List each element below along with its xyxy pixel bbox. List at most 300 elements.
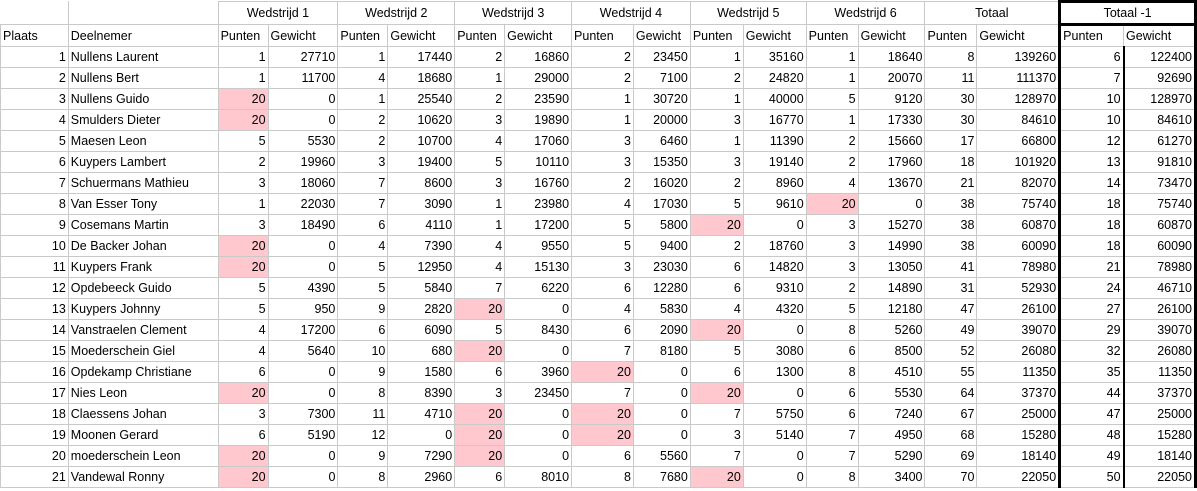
cell-gewicht[interactable]: 14890 <box>858 278 925 299</box>
cell-gewicht[interactable]: 25540 <box>388 89 455 110</box>
group-header-totaal[interactable]: Totaal <box>925 2 1060 25</box>
cell-totaal-min1-punten[interactable]: 21 <box>1060 257 1124 278</box>
cell-punten[interactable]: 20 <box>455 341 505 362</box>
cell-totaal-gewicht[interactable]: 66800 <box>977 131 1060 152</box>
cell-plaats[interactable]: 9 <box>1 215 69 236</box>
cell-gewicht[interactable]: 8180 <box>633 341 690 362</box>
column-header-punten[interactable]: Punten <box>925 25 977 47</box>
cell-totaal-punten[interactable]: 31 <box>925 278 977 299</box>
cell-totaal-gewicht[interactable]: 60870 <box>977 215 1060 236</box>
cell-plaats[interactable]: 10 <box>1 236 69 257</box>
cell-gewicht[interactable]: 40000 <box>743 89 806 110</box>
cell-gewicht[interactable]: 15130 <box>505 257 572 278</box>
cell-punten[interactable]: 9 <box>338 446 388 467</box>
cell-totaal-gewicht[interactable]: 78980 <box>977 257 1060 278</box>
cell-punten[interactable]: 20 <box>218 110 268 131</box>
cell-totaal-min1-gewicht[interactable]: 15280 <box>1124 425 1196 446</box>
cell-gewicht[interactable]: 7680 <box>633 467 690 488</box>
cell-deelnemer[interactable]: Kuypers Johnny <box>68 299 218 320</box>
column-header-punten[interactable]: Punten <box>455 25 505 47</box>
cell-gewicht[interactable]: 11390 <box>743 131 806 152</box>
cell-deelnemer[interactable]: Moederschein Giel <box>68 341 218 362</box>
cell-punten[interactable]: 12 <box>338 425 388 446</box>
group-header-wedstrijd-5[interactable]: Wedstrijd 5 <box>690 2 806 25</box>
cell-deelnemer[interactable]: Opdekamp Christiane <box>68 362 218 383</box>
cell-gewicht[interactable]: 8010 <box>505 467 572 488</box>
cell-gewicht[interactable]: 0 <box>268 446 338 467</box>
cell-gewicht[interactable]: 9310 <box>743 278 806 299</box>
cell-gewicht[interactable]: 12180 <box>858 299 925 320</box>
cell-totaal-min1-punten[interactable]: 35 <box>1060 362 1124 383</box>
column-header-punten[interactable]: Punten <box>338 25 388 47</box>
cell-punten[interactable]: 2 <box>455 47 505 68</box>
cell-gewicht[interactable]: 24820 <box>743 68 806 89</box>
cell-punten[interactable]: 8 <box>338 467 388 488</box>
cell-gewicht[interactable]: 19400 <box>388 152 455 173</box>
cell-gewicht[interactable]: 0 <box>633 425 690 446</box>
cell-gewicht[interactable]: 7290 <box>388 446 455 467</box>
column-header-gewicht[interactable]: Gewicht <box>858 25 925 47</box>
cell-gewicht[interactable]: 3080 <box>743 341 806 362</box>
cell-punten[interactable]: 6 <box>806 341 858 362</box>
cell-punten[interactable]: 4 <box>338 68 388 89</box>
cell-punten[interactable]: 7 <box>690 446 743 467</box>
group-header-wedstrijd-4[interactable]: Wedstrijd 4 <box>572 2 691 25</box>
cell-punten[interactable]: 8 <box>572 467 634 488</box>
column-header-punten[interactable]: Punten <box>806 25 858 47</box>
cell-totaal-gewicht[interactable]: 25000 <box>977 404 1060 425</box>
cell-punten[interactable]: 5 <box>572 215 634 236</box>
cell-gewicht[interactable]: 0 <box>633 362 690 383</box>
cell-punten[interactable]: 8 <box>806 467 858 488</box>
cell-totaal-min1-gewicht[interactable]: 75740 <box>1124 194 1196 215</box>
cell-totaal-gewicht[interactable]: 75740 <box>977 194 1060 215</box>
cell-gewicht[interactable]: 0 <box>505 404 572 425</box>
cell-punten[interactable]: 2 <box>572 47 634 68</box>
cell-punten[interactable]: 4 <box>218 320 268 341</box>
cell-punten[interactable]: 2 <box>218 152 268 173</box>
cell-punten[interactable]: 20 <box>455 299 505 320</box>
cell-totaal-min1-gewicht[interactable]: 18140 <box>1124 446 1196 467</box>
cell-totaal-min1-gewicht[interactable]: 91810 <box>1124 152 1196 173</box>
cell-gewicht[interactable]: 0 <box>505 299 572 320</box>
cell-gewicht[interactable]: 0 <box>743 320 806 341</box>
cell-totaal-punten[interactable]: 21 <box>925 173 977 194</box>
column-header-punten[interactable]: Punten <box>218 25 268 47</box>
cell-gewicht[interactable]: 18060 <box>268 173 338 194</box>
cell-gewicht[interactable]: 5260 <box>858 320 925 341</box>
cell-gewicht[interactable]: 2960 <box>388 467 455 488</box>
cell-punten[interactable]: 20 <box>218 257 268 278</box>
cell-totaal-gewicht[interactable]: 39070 <box>977 320 1060 341</box>
cell-punten[interactable]: 1 <box>690 89 743 110</box>
cell-gewicht[interactable]: 0 <box>388 425 455 446</box>
cell-plaats[interactable]: 6 <box>1 152 69 173</box>
cell-punten[interactable]: 20 <box>455 404 505 425</box>
cell-punten[interactable]: 3 <box>806 236 858 257</box>
cell-gewicht[interactable]: 0 <box>268 236 338 257</box>
cell-gewicht[interactable]: 17060 <box>505 131 572 152</box>
cell-punten[interactable]: 5 <box>218 299 268 320</box>
group-header-wedstrijd-3[interactable]: Wedstrijd 3 <box>455 2 572 25</box>
cell-gewicht[interactable]: 16860 <box>505 47 572 68</box>
cell-gewicht[interactable]: 23030 <box>633 257 690 278</box>
cell-punten[interactable]: 5 <box>338 278 388 299</box>
column-header-gewicht[interactable]: Gewicht <box>388 25 455 47</box>
cell-gewicht[interactable]: 0 <box>505 446 572 467</box>
cell-gewicht[interactable]: 5530 <box>858 383 925 404</box>
cell-punten[interactable]: 6 <box>572 278 634 299</box>
cell-punten[interactable]: 1 <box>690 47 743 68</box>
column-header-deelnemer[interactable]: Deelnemer <box>68 25 218 47</box>
cell-totaal-min1-punten[interactable]: 10 <box>1060 89 1124 110</box>
cell-gewicht[interactable]: 0 <box>268 383 338 404</box>
cell-punten[interactable]: 1 <box>218 68 268 89</box>
cell-totaal-gewicht[interactable]: 22050 <box>977 467 1060 488</box>
cell-gewicht[interactable]: 14820 <box>743 257 806 278</box>
cell-punten[interactable]: 1 <box>338 47 388 68</box>
cell-punten[interactable]: 20 <box>690 383 743 404</box>
cell-gewicht[interactable]: 0 <box>743 446 806 467</box>
cell-plaats[interactable]: 3 <box>1 89 69 110</box>
cell-gewicht[interactable]: 17440 <box>388 47 455 68</box>
column-header-punten[interactable]: Punten <box>1060 25 1124 47</box>
cell-punten[interactable]: 3 <box>690 425 743 446</box>
cell-gewicht[interactable]: 5530 <box>268 131 338 152</box>
cell-gewicht[interactable]: 0 <box>505 425 572 446</box>
cell-punten[interactable]: 4 <box>338 236 388 257</box>
cell-totaal-min1-gewicht[interactable]: 128970 <box>1124 89 1196 110</box>
cell-gewicht[interactable]: 2820 <box>388 299 455 320</box>
cell-totaal-min1-gewicht[interactable]: 84610 <box>1124 110 1196 131</box>
cell-gewicht[interactable]: 19140 <box>743 152 806 173</box>
cell-gewicht[interactable]: 12280 <box>633 278 690 299</box>
cell-punten[interactable]: 1 <box>572 89 634 110</box>
cell-punten[interactable]: 6 <box>806 383 858 404</box>
column-header-punten[interactable]: Punten <box>690 25 743 47</box>
cell-totaal-punten[interactable]: 11 <box>925 68 977 89</box>
cell-plaats[interactable]: 17 <box>1 383 69 404</box>
cell-punten[interactable]: 6 <box>338 215 388 236</box>
cell-gewicht[interactable]: 18760 <box>743 236 806 257</box>
cell-punten[interactable]: 2 <box>690 68 743 89</box>
cell-totaal-punten[interactable]: 30 <box>925 89 977 110</box>
cell-totaal-min1-gewicht[interactable]: 122400 <box>1124 47 1196 68</box>
cell-gewicht[interactable]: 7390 <box>388 236 455 257</box>
cell-plaats[interactable]: 11 <box>1 257 69 278</box>
cell-gewicht[interactable]: 6090 <box>388 320 455 341</box>
cell-plaats[interactable]: 16 <box>1 362 69 383</box>
cell-punten[interactable]: 7 <box>806 446 858 467</box>
cell-gewicht[interactable]: 8960 <box>743 173 806 194</box>
cell-gewicht[interactable]: 29000 <box>505 68 572 89</box>
cell-punten[interactable]: 5 <box>338 257 388 278</box>
cell-deelnemer[interactable]: De Backer Johan <box>68 236 218 257</box>
cell-totaal-min1-punten[interactable]: 10 <box>1060 110 1124 131</box>
cell-punten[interactable]: 8 <box>806 320 858 341</box>
cell-totaal-punten[interactable]: 18 <box>925 152 977 173</box>
cell-gewicht[interactable]: 680 <box>388 341 455 362</box>
cell-punten[interactable]: 1 <box>690 131 743 152</box>
cell-totaal-min1-punten[interactable]: 47 <box>1060 404 1124 425</box>
cell-deelnemer[interactable]: Kuypers Lambert <box>68 152 218 173</box>
cell-totaal-min1-punten[interactable]: 13 <box>1060 152 1124 173</box>
cell-gewicht[interactable]: 8500 <box>858 341 925 362</box>
cell-gewicht[interactable]: 7240 <box>858 404 925 425</box>
cell-plaats[interactable]: 20 <box>1 446 69 467</box>
cell-punten[interactable]: 3 <box>218 404 268 425</box>
cell-punten[interactable]: 9 <box>338 299 388 320</box>
cell-plaats[interactable]: 8 <box>1 194 69 215</box>
cell-punten[interactable]: 20 <box>455 446 505 467</box>
cell-punten[interactable]: 20 <box>218 236 268 257</box>
cell-gewicht[interactable]: 1300 <box>743 362 806 383</box>
cell-gewicht[interactable]: 9610 <box>743 194 806 215</box>
cell-gewicht[interactable]: 6220 <box>505 278 572 299</box>
group-header-wedstrijd-1[interactable]: Wedstrijd 1 <box>218 2 338 25</box>
column-header-plaats[interactable]: Plaats <box>1 25 69 47</box>
cell-punten[interactable]: 2 <box>338 131 388 152</box>
cell-punten[interactable]: 20 <box>572 362 634 383</box>
cell-punten[interactable]: 20 <box>218 89 268 110</box>
cell-punten[interactable]: 7 <box>572 383 634 404</box>
cell-plaats[interactable]: 18 <box>1 404 69 425</box>
cell-totaal-punten[interactable]: 55 <box>925 362 977 383</box>
cell-gewicht[interactable]: 15350 <box>633 152 690 173</box>
cell-punten[interactable]: 6 <box>455 362 505 383</box>
cell-totaal-punten[interactable]: 64 <box>925 383 977 404</box>
cell-punten[interactable]: 11 <box>338 404 388 425</box>
cell-punten[interactable]: 3 <box>572 257 634 278</box>
cell-gewicht[interactable]: 0 <box>633 404 690 425</box>
cell-gewicht[interactable]: 19890 <box>505 110 572 131</box>
cell-gewicht[interactable]: 18490 <box>268 215 338 236</box>
cell-punten[interactable]: 1 <box>572 110 634 131</box>
cell-gewicht[interactable]: 5290 <box>858 446 925 467</box>
cell-totaal-min1-gewicht[interactable]: 26100 <box>1124 299 1196 320</box>
cell-gewicht[interactable]: 20000 <box>633 110 690 131</box>
cell-totaal-min1-gewicht[interactable]: 37370 <box>1124 383 1196 404</box>
cell-gewicht[interactable]: 14990 <box>858 236 925 257</box>
cell-gewicht[interactable]: 4110 <box>388 215 455 236</box>
column-header-gewicht[interactable]: Gewicht <box>743 25 806 47</box>
cell-punten[interactable]: 4 <box>572 194 634 215</box>
cell-totaal-min1-gewicht[interactable]: 22050 <box>1124 467 1196 488</box>
cell-punten[interactable]: 20 <box>218 383 268 404</box>
cell-punten[interactable]: 20 <box>218 467 268 488</box>
cell-punten[interactable]: 5 <box>455 320 505 341</box>
cell-totaal-min1-punten[interactable]: 14 <box>1060 173 1124 194</box>
cell-punten[interactable]: 1 <box>218 47 268 68</box>
cell-totaal-gewicht[interactable]: 37370 <box>977 383 1060 404</box>
cell-gewicht[interactable]: 23450 <box>633 47 690 68</box>
cell-gewicht[interactable]: 2090 <box>633 320 690 341</box>
cell-punten[interactable]: 8 <box>338 383 388 404</box>
cell-totaal-min1-punten[interactable]: 12 <box>1060 131 1124 152</box>
column-header-gewicht[interactable]: Gewicht <box>505 25 572 47</box>
cell-totaal-punten[interactable]: 41 <box>925 257 977 278</box>
cell-totaal-min1-gewicht[interactable]: 92690 <box>1124 68 1196 89</box>
cell-punten[interactable]: 20 <box>806 194 858 215</box>
cell-totaal-gewicht[interactable]: 128970 <box>977 89 1060 110</box>
cell-gewicht[interactable]: 0 <box>858 194 925 215</box>
cell-plaats[interactable]: 5 <box>1 131 69 152</box>
cell-totaal-min1-punten[interactable]: 44 <box>1060 383 1124 404</box>
cell-punten[interactable]: 5 <box>690 341 743 362</box>
cell-punten[interactable]: 6 <box>690 257 743 278</box>
cell-punten[interactable]: 7 <box>690 404 743 425</box>
cell-punten[interactable]: 4 <box>690 299 743 320</box>
cell-gewicht[interactable]: 5640 <box>268 341 338 362</box>
cell-plaats[interactable]: 15 <box>1 341 69 362</box>
cell-punten[interactable]: 1 <box>455 68 505 89</box>
cell-deelnemer[interactable]: Smulders Dieter <box>68 110 218 131</box>
cell-gewicht[interactable]: 8600 <box>388 173 455 194</box>
cell-gewicht[interactable]: 18640 <box>858 47 925 68</box>
cell-gewicht[interactable]: 5560 <box>633 446 690 467</box>
cell-punten[interactable]: 3 <box>455 110 505 131</box>
column-header-gewicht[interactable]: Gewicht <box>1124 25 1196 47</box>
cell-punten[interactable]: 6 <box>572 320 634 341</box>
cell-totaal-min1-gewicht[interactable]: 60090 <box>1124 236 1196 257</box>
cell-punten[interactable]: 20 <box>690 215 743 236</box>
cell-totaal-gewicht[interactable]: 60090 <box>977 236 1060 257</box>
cell-gewicht[interactable]: 17200 <box>268 320 338 341</box>
cell-gewicht[interactable]: 15660 <box>858 131 925 152</box>
cell-punten[interactable]: 3 <box>690 110 743 131</box>
cell-punten[interactable]: 1 <box>455 215 505 236</box>
cell-punten[interactable]: 2 <box>338 110 388 131</box>
cell-gewicht[interactable]: 4710 <box>388 404 455 425</box>
cell-punten[interactable]: 2 <box>572 173 634 194</box>
column-header-gewicht[interactable]: Gewicht <box>977 25 1060 47</box>
cell-gewicht[interactable]: 5750 <box>743 404 806 425</box>
cell-plaats[interactable]: 7 <box>1 173 69 194</box>
cell-punten[interactable]: 3 <box>218 173 268 194</box>
cell-punten[interactable]: 10 <box>338 341 388 362</box>
cell-punten[interactable]: 7 <box>455 278 505 299</box>
cell-gewicht[interactable]: 4320 <box>743 299 806 320</box>
cell-punten[interactable]: 6 <box>806 404 858 425</box>
cell-gewicht[interactable]: 0 <box>268 257 338 278</box>
cell-totaal-min1-punten[interactable]: 29 <box>1060 320 1124 341</box>
cell-totaal-gewicht[interactable]: 18140 <box>977 446 1060 467</box>
cell-totaal-punten[interactable]: 47 <box>925 299 977 320</box>
cell-totaal-min1-punten[interactable]: 32 <box>1060 341 1124 362</box>
cell-gewicht[interactable]: 23590 <box>505 89 572 110</box>
cell-punten[interactable]: 2 <box>572 68 634 89</box>
cell-totaal-min1-gewicht[interactable]: 46710 <box>1124 278 1196 299</box>
cell-gewicht[interactable]: 17030 <box>633 194 690 215</box>
cell-totaal-min1-punten[interactable]: 24 <box>1060 278 1124 299</box>
cell-punten[interactable]: 2 <box>806 278 858 299</box>
cell-gewicht[interactable]: 0 <box>743 467 806 488</box>
cell-totaal-min1-gewicht[interactable]: 25000 <box>1124 404 1196 425</box>
cell-punten[interactable]: 6 <box>218 362 268 383</box>
cell-gewicht[interactable]: 10110 <box>505 152 572 173</box>
cell-gewicht[interactable]: 17960 <box>858 152 925 173</box>
cell-gewicht[interactable]: 8430 <box>505 320 572 341</box>
cell-gewicht[interactable]: 10700 <box>388 131 455 152</box>
cell-punten[interactable]: 4 <box>218 341 268 362</box>
cell-gewicht[interactable]: 1580 <box>388 362 455 383</box>
cell-deelnemer[interactable]: Van Esser Tony <box>68 194 218 215</box>
cell-deelnemer[interactable]: Schuermans Mathieu <box>68 173 218 194</box>
cell-totaal-punten[interactable]: 52 <box>925 341 977 362</box>
cell-punten[interactable]: 3 <box>218 215 268 236</box>
cell-punten[interactable]: 5 <box>806 89 858 110</box>
cell-gewicht[interactable]: 35160 <box>743 47 806 68</box>
cell-punten[interactable]: 2 <box>690 236 743 257</box>
cell-gewicht[interactable]: 22030 <box>268 194 338 215</box>
cell-punten[interactable]: 20 <box>218 446 268 467</box>
cell-gewicht[interactable]: 0 <box>743 215 806 236</box>
cell-punten[interactable]: 7 <box>338 194 388 215</box>
cell-punten[interactable]: 5 <box>806 299 858 320</box>
cell-punten[interactable]: 1 <box>806 47 858 68</box>
cell-punten[interactable]: 3 <box>572 131 634 152</box>
cell-gewicht[interactable]: 0 <box>633 383 690 404</box>
cell-totaal-punten[interactable]: 38 <box>925 215 977 236</box>
cell-gewicht[interactable]: 17200 <box>505 215 572 236</box>
cell-punten[interactable]: 3 <box>806 257 858 278</box>
cell-punten[interactable]: 1 <box>338 89 388 110</box>
cell-totaal-min1-gewicht[interactable]: 11350 <box>1124 362 1196 383</box>
cell-totaal-min1-gewicht[interactable]: 39070 <box>1124 320 1196 341</box>
cell-gewicht[interactable]: 23980 <box>505 194 572 215</box>
cell-gewicht[interactable]: 0 <box>268 467 338 488</box>
cell-deelnemer[interactable]: Moonen Gerard <box>68 425 218 446</box>
cell-punten[interactable]: 5 <box>218 278 268 299</box>
cell-plaats[interactable]: 1 <box>1 47 69 68</box>
cell-totaal-min1-gewicht[interactable]: 60870 <box>1124 215 1196 236</box>
cell-totaal-punten[interactable]: 38 <box>925 236 977 257</box>
cell-punten[interactable]: 3 <box>455 383 505 404</box>
cell-plaats[interactable]: 21 <box>1 467 69 488</box>
cell-punten[interactable]: 3 <box>338 152 388 173</box>
cell-totaal-punten[interactable]: 17 <box>925 131 977 152</box>
cell-deelnemer[interactable]: Nies Leon <box>68 383 218 404</box>
cell-totaal-min1-punten[interactable]: 48 <box>1060 425 1124 446</box>
cell-totaal-gewicht[interactable]: 15280 <box>977 425 1060 446</box>
cell-gewicht[interactable]: 5840 <box>388 278 455 299</box>
cell-totaal-min1-punten[interactable]: 6 <box>1060 47 1124 68</box>
cell-punten[interactable]: 4 <box>455 131 505 152</box>
cell-gewicht[interactable]: 3960 <box>505 362 572 383</box>
cell-totaal-min1-punten[interactable]: 18 <box>1060 194 1124 215</box>
cell-totaal-min1-punten[interactable]: 50 <box>1060 467 1124 488</box>
cell-punten[interactable]: 3 <box>455 173 505 194</box>
cell-gewicht[interactable]: 27710 <box>268 47 338 68</box>
column-header-gewicht[interactable]: Gewicht <box>268 25 338 47</box>
cell-punten[interactable]: 8 <box>806 362 858 383</box>
cell-plaats[interactable]: 19 <box>1 425 69 446</box>
cell-totaal-min1-punten[interactable]: 27 <box>1060 299 1124 320</box>
cell-punten[interactable]: 6 <box>572 446 634 467</box>
cell-totaal-gewicht[interactable]: 101920 <box>977 152 1060 173</box>
cell-punten[interactable]: 4 <box>806 173 858 194</box>
cell-gewicht[interactable]: 4510 <box>858 362 925 383</box>
cell-gewicht[interactable]: 10620 <box>388 110 455 131</box>
cell-totaal-gewicht[interactable]: 139260 <box>977 47 1060 68</box>
cell-gewicht[interactable]: 7100 <box>633 68 690 89</box>
cell-punten[interactable]: 2 <box>455 89 505 110</box>
cell-gewicht[interactable]: 0 <box>505 341 572 362</box>
cell-totaal-punten[interactable]: 49 <box>925 320 977 341</box>
cell-punten[interactable]: 3 <box>572 152 634 173</box>
cell-totaal-punten[interactable]: 69 <box>925 446 977 467</box>
cell-gewicht[interactable]: 15270 <box>858 215 925 236</box>
